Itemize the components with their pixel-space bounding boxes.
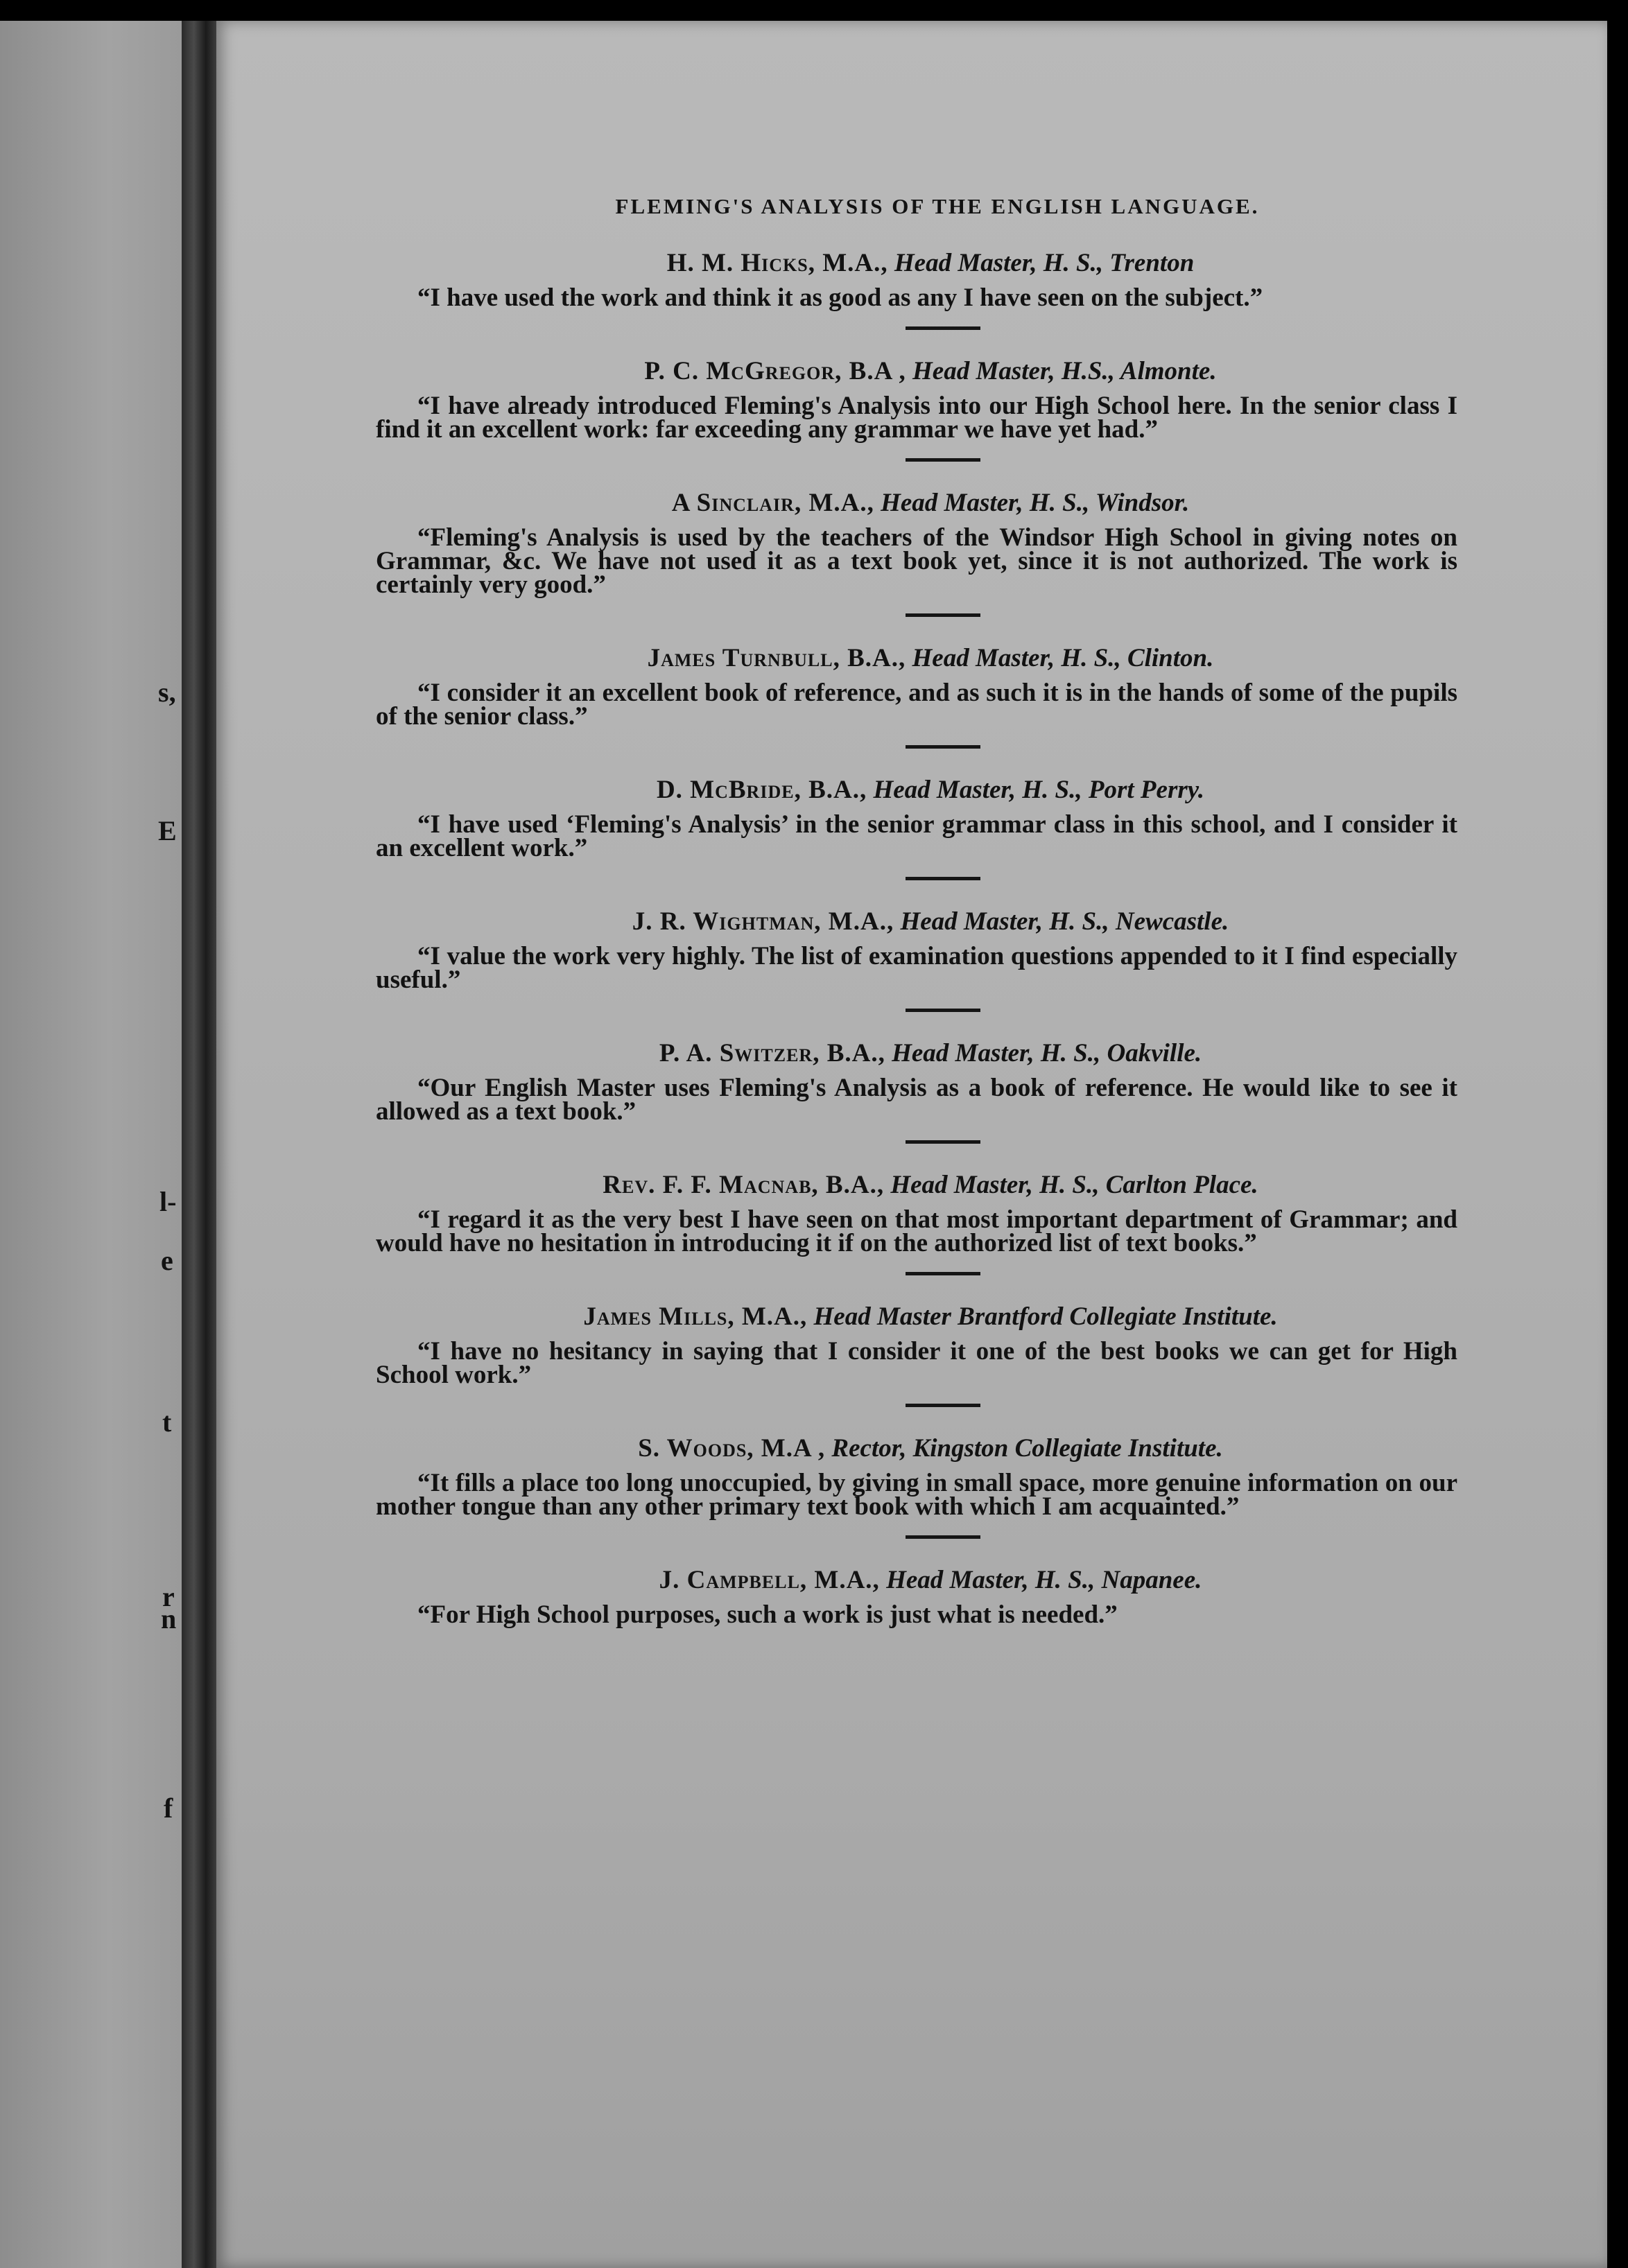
- separator-rule: [906, 745, 980, 749]
- left-page-fragment: [0, 21, 182, 2268]
- separator-rule: [906, 458, 980, 462]
- author-role: Head Master, H. S., Carlton Place.: [890, 1171, 1258, 1199]
- separator-rule: [906, 326, 980, 330]
- separator-rule: [906, 613, 980, 617]
- author-role: Head Master, H. S., Windsor.: [881, 489, 1190, 517]
- author-name: P. C. McGregor, B.A ,: [644, 357, 906, 385]
- author-role: Head Master, H.S., Almonte.: [912, 357, 1217, 385]
- author-name: H. M. Hicks, M.A.,: [666, 249, 888, 277]
- testimonial-quote: “I value the work very highly. The list of examination questions appended to it I find especially useful.”: [376, 942, 1457, 994]
- left-page-text: e: [161, 1245, 173, 1276]
- testimonial-quote: “I consider it an excellent book of reference, and as such it is in the hands of some of the pupils of the senior class.”: [376, 679, 1457, 731]
- testimonial-quote: “I have already introduced Fleming's Analysis into our High School here. In the senior class I find it an excellent work: far exceeding any grammar we have yet had.”: [376, 392, 1457, 444]
- separator-rule: [906, 1272, 980, 1275]
- testimonial-attribution: [376, 1038, 1457, 1068]
- separator-rule: [906, 1404, 980, 1407]
- author-role: Head Master, H. S., Napanee.: [886, 1566, 1202, 1594]
- testimonial: [376, 1565, 1457, 1627]
- testimonial: [376, 1038, 1457, 1124]
- separator-rule: [906, 1140, 980, 1144]
- testimonial-attribution: [376, 1565, 1457, 1595]
- testimonial: [376, 488, 1457, 597]
- testimonial-attribution: [376, 643, 1457, 673]
- testimonial-attribution: [376, 356, 1457, 386]
- left-page-text: t: [162, 1406, 172, 1438]
- testimonial-quote: “Fleming's Analysis is used by the teachers of the Windsor High School in giving notes on Grammar, &c. We have not used it as a text book yet, since it is not authorized. The work is certainly very good.”: [376, 523, 1457, 599]
- left-page-text: E: [158, 815, 177, 846]
- testimonial-attribution: [376, 775, 1457, 805]
- author-role: Head Master, H. S., Port Perry.: [873, 776, 1205, 804]
- testimonial: [376, 775, 1457, 860]
- separator-rule: [906, 877, 980, 880]
- author-name: A Sinclair, M.A.,: [671, 489, 874, 517]
- testimonial: [376, 1433, 1457, 1519]
- author-name: James Mills, M.A.,: [583, 1302, 808, 1331]
- author-role: Head Master Brantford Collegiate Institute.: [813, 1302, 1278, 1331]
- testimonial: [376, 248, 1457, 310]
- author-role: Head Master, H. S., Oakville.: [892, 1039, 1202, 1067]
- left-page-text: s,: [158, 677, 176, 708]
- testimonial-attribution: [376, 488, 1457, 518]
- left-page-text: r: [162, 1581, 175, 1612]
- testimonial-attribution: [376, 1170, 1457, 1200]
- testimonial: [376, 356, 1457, 442]
- left-page-text: l-: [159, 1186, 177, 1217]
- page-content: [376, 194, 1457, 1627]
- author-name: James Turnbull, B.A.,: [647, 644, 906, 672]
- page: [216, 21, 1607, 2268]
- testimonial-quote: “It fills a place too long unoccupied, by giving in small space, more genuine information on our mother tongue than any other primary text book with which I am acquainted.”: [376, 1469, 1457, 1521]
- author-name: J. R. Wightman, M.A.,: [632, 907, 894, 936]
- testimonial: [376, 643, 1457, 729]
- author-role: Head Master, H. S., Clinton.: [912, 644, 1214, 672]
- testimonial: [376, 1302, 1457, 1387]
- testimonial: [376, 1170, 1457, 1255]
- testimonial: [376, 907, 1457, 992]
- book-gutter: [182, 21, 216, 2268]
- author-name: S. Woods, M.A ,: [638, 1434, 826, 1463]
- testimonial-attribution: [376, 1433, 1457, 1463]
- testimonial-attribution: [376, 907, 1457, 936]
- testimonial-quote: “For High School purposes, such a work is just what is needed.”: [417, 1600, 1118, 1629]
- separator-rule: [906, 1009, 980, 1012]
- testimonial-attribution: [376, 1302, 1457, 1332]
- author-role: Head Master, H. S., Trenton: [894, 249, 1195, 277]
- testimonial-quote: “I have no hesitancy in saying that I consider it one of the best books we can get for High School work.”: [376, 1337, 1457, 1389]
- left-page-text: f: [164, 1792, 173, 1824]
- left-page-text: n: [161, 1603, 177, 1634]
- testimonial-quote: “I regard it as the very best I have seen on that most important department of Grammar; and would have no hesitation in introducing it if on the authorized list of text books.”: [376, 1205, 1457, 1257]
- author-name: Rev. F. F. Macnab, B.A.,: [603, 1171, 885, 1199]
- running-head: FLEMING'S ANALYSIS OF THE ENGLISH LANGUAGE.: [615, 194, 1260, 218]
- author-role: Head Master, H. S., Newcastle.: [900, 907, 1229, 936]
- author-name: D. McBride, B.A.,: [656, 776, 867, 804]
- testimonial-quote: “I have used the work and think it as good as any I have seen on the subject.”: [417, 284, 1263, 312]
- author-name: J. Campbell, M.A.,: [659, 1566, 880, 1594]
- author-name: P. A. Switzer, B.A.,: [659, 1039, 885, 1067]
- testimonial-quote: “I have used ‘Fleming's Analysis’ in the senior grammar class in this school, and I consider it an excellent work.”: [376, 810, 1457, 862]
- author-role: Rector, Kingston Collegiate Institute.: [831, 1434, 1223, 1463]
- testimonial-quote: “Our English Master uses Fleming's Analysis as a book of reference. He would like to see it allowed as a text book.”: [376, 1074, 1457, 1126]
- separator-rule: [906, 1535, 980, 1539]
- testimonial-attribution: [376, 248, 1457, 278]
